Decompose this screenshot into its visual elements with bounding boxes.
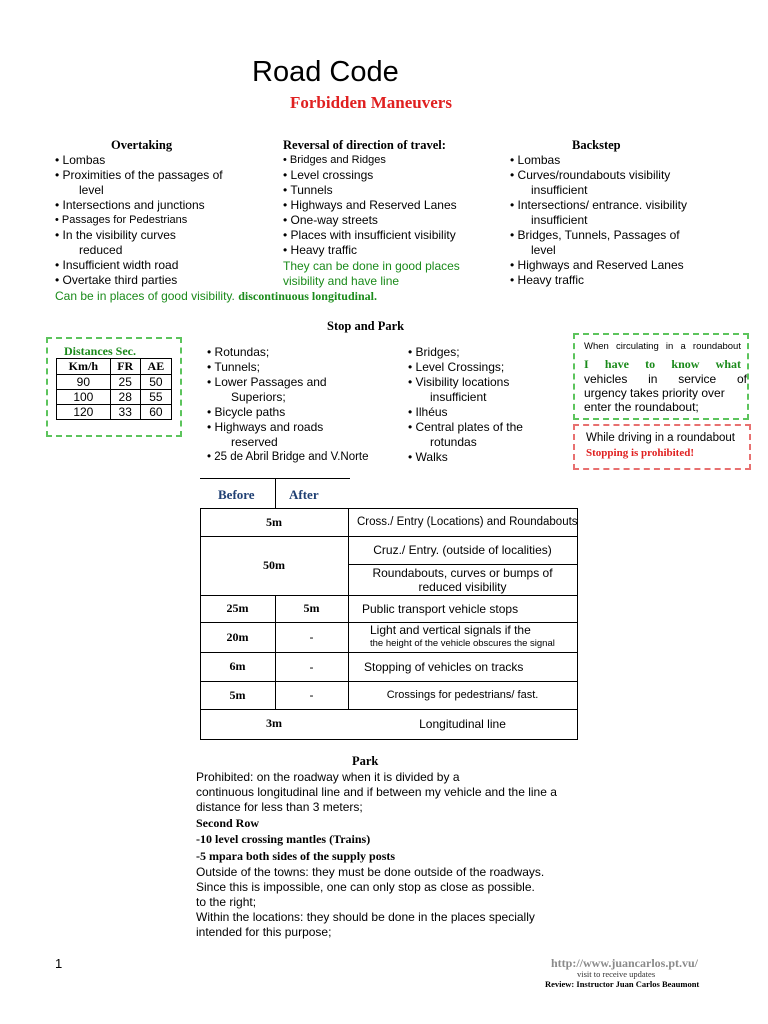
table-header-row xyxy=(57,359,172,375)
list-item: • Tunnels; xyxy=(207,360,260,374)
backstep-list xyxy=(510,153,740,288)
table-row xyxy=(57,405,172,420)
table-header: FR xyxy=(110,359,140,375)
list-item: level xyxy=(79,183,104,197)
table-cell: 3m xyxy=(266,716,282,730)
list-item: • Level Crossings; xyxy=(408,360,505,374)
table-cell: 25 xyxy=(110,375,140,390)
cell-line: Light and vertical signals if the xyxy=(370,623,531,637)
after-label: After xyxy=(289,487,319,502)
list-item: • Rotundas; xyxy=(207,345,270,359)
list-item: • Overtake third parties xyxy=(55,273,178,287)
distances-table xyxy=(56,358,172,420)
list-item: • Ilhéus xyxy=(408,405,448,419)
roundabout-line4: urgency takes priority over xyxy=(584,386,725,400)
table-cell: - xyxy=(309,630,314,644)
list-item: • Intersections/ entrance. visibility xyxy=(510,198,687,212)
list-item: • Highways and roads xyxy=(207,420,324,434)
footer-visit: visit to receive updates xyxy=(577,969,656,979)
list-item: • Heavy traffic xyxy=(510,273,585,287)
list-item: Superiors; xyxy=(231,390,286,404)
roundabout-line2: I have to know what xyxy=(584,357,741,371)
table-cell: 60 xyxy=(140,405,171,420)
park-text xyxy=(196,770,616,940)
list-item: insufficient xyxy=(430,390,487,404)
park-line: Outside of the towns: they must be done outside of the roadways. xyxy=(196,865,545,879)
table-cell: 50 xyxy=(140,375,171,390)
table-cell: 28 xyxy=(110,390,140,405)
list-item: level xyxy=(531,243,556,257)
roundabout-line5: enter the roundabout; xyxy=(584,400,699,414)
list-item: • Insufficient width road xyxy=(55,258,179,272)
park-line: Prohibited: on the roadway when it is divided by a xyxy=(196,770,460,784)
table-cell: 100 xyxy=(57,390,111,405)
list-item: • Lower Passages and xyxy=(207,375,327,389)
table-cell: - xyxy=(309,659,314,674)
list-item: • Intersections and junctions xyxy=(55,198,205,212)
list-item: • One-way streets xyxy=(283,213,378,227)
footer-url[interactable]: http://www.juancarlos.pt.vu/ xyxy=(551,956,699,970)
table-cell: Crossings for pedestrians/ fast. xyxy=(386,689,539,701)
cell-line: Roundabouts, curves or bumps of xyxy=(372,565,553,580)
before-label: Before xyxy=(218,487,255,502)
roundabout-line3: vehicles in service of xyxy=(584,372,747,386)
table-cell: 55 xyxy=(140,390,171,405)
roundabout-priority-box xyxy=(573,333,749,420)
list-item: • Bicycle paths xyxy=(207,405,286,419)
park-bold-line: -5 mpara both sides of the supply posts xyxy=(196,849,396,863)
page-title: Road Code xyxy=(252,56,399,88)
table-cell: Public transport vehicle stops xyxy=(362,601,519,616)
roundabout-stopping-box xyxy=(573,424,751,470)
table-cell: 50m xyxy=(263,558,285,572)
list-item: reserved xyxy=(231,435,278,449)
park-bold-line: Second Row xyxy=(196,816,260,830)
table-cell: Cruz./ Entry. (outside of localities) xyxy=(373,543,552,557)
driving-line2: Stopping is prohibited! xyxy=(586,447,695,459)
overtaking-note-text: Can be in places of good visibility. xyxy=(55,289,235,303)
table-cell: Cross./ Entry (Locations) and Roundabouts xyxy=(357,516,578,528)
table-cell: Longitudinal line xyxy=(419,716,506,731)
list-item: • Highways and Reserved Lanes xyxy=(283,198,457,212)
page-number: 1 xyxy=(55,956,63,971)
reversal-heading: Reversal of direction of travel: xyxy=(283,138,446,152)
park-line: Within the locations: they should be done in the places specially xyxy=(196,910,535,924)
list-item: • Highways and Reserved Lanes xyxy=(510,258,684,272)
table-cell: Stopping of vehicles on tracks xyxy=(364,659,524,674)
park-bold-line: -10 level crossing mantles (Trains) xyxy=(196,832,371,846)
backstep-heading: Backstep xyxy=(572,138,621,152)
list-item: • Passages for Pedestrians xyxy=(55,214,188,226)
table-row xyxy=(57,375,172,390)
stop-park-heading: Stop and Park xyxy=(327,319,405,333)
list-item: • Level crossings xyxy=(283,168,374,182)
table-cell: 20m xyxy=(226,629,249,644)
list-item: reduced xyxy=(79,243,123,257)
distances-title: Distances Sec. xyxy=(64,344,136,358)
list-item: • Lombas xyxy=(510,153,561,167)
distances-box xyxy=(46,337,182,437)
reversal-note xyxy=(283,259,460,289)
table-cell: - xyxy=(309,688,314,702)
overtaking-heading: Overtaking xyxy=(111,138,173,152)
table-cell xyxy=(348,622,599,652)
stop-park-left-list xyxy=(207,345,397,465)
table-header: AE xyxy=(140,359,171,375)
reversal-note-line2: visibility and have line xyxy=(283,274,400,288)
list-item: • Visibility locations xyxy=(408,375,510,389)
list-item: • Lombas xyxy=(55,153,106,167)
list-item: • Heavy traffic xyxy=(283,243,358,257)
table-cell: 6m xyxy=(229,659,246,673)
table-cell xyxy=(348,564,577,595)
list-item: • Bridges, Tunnels, Passages of xyxy=(510,228,680,242)
table-cell: 5m xyxy=(266,514,282,529)
table-cell: 5m xyxy=(229,687,246,702)
list-item: insufficient xyxy=(531,183,588,197)
park-line: distance for less than 3 meters; xyxy=(196,800,363,814)
page-subtitle: Forbidden Maneuvers xyxy=(290,93,452,112)
cell-line: reduced visibility xyxy=(418,579,507,594)
table-cell: 25m xyxy=(226,601,249,615)
table-cell: 120 xyxy=(57,405,111,420)
park-heading: Park xyxy=(352,754,379,768)
list-item: • In the visibility curves xyxy=(55,228,176,242)
park-line: to the right; xyxy=(196,895,257,909)
list-item: • Places with insufficient visibility xyxy=(283,228,456,242)
footer-review: Review: Instructor Juan Carlos Beaumont xyxy=(545,979,700,989)
reversal-list xyxy=(283,153,503,258)
cell-line: the height of the vehicle obscures the signal xyxy=(370,638,555,649)
park-line: intended for this purpose; xyxy=(196,925,332,939)
table-row xyxy=(57,390,172,405)
driving-line1: While driving in a roundabout xyxy=(586,432,735,444)
overtaking-note xyxy=(55,289,377,304)
list-item: • Curves/roundabouts visibility xyxy=(510,168,671,182)
list-item: • 25 de Abril Bridge and V.Norte xyxy=(207,451,369,463)
stop-park-right-list xyxy=(408,345,558,465)
list-item: rotundas xyxy=(430,435,477,449)
table-cell: 90 xyxy=(57,375,111,390)
list-item: • Bridges and Ridges xyxy=(283,154,386,166)
reversal-note-line1: They can be done in good places xyxy=(283,259,460,273)
table-cell: 5m xyxy=(303,601,320,615)
roundabout-line1: When circulating in a roundabout xyxy=(584,341,741,352)
list-item: • Central plates of the xyxy=(408,420,523,434)
list-item: insufficient xyxy=(531,213,588,227)
list-item: • Walks xyxy=(408,450,448,464)
table-header: Km/h xyxy=(57,359,111,375)
overtaking-list xyxy=(55,153,275,288)
list-item: • Bridges; xyxy=(408,345,460,359)
overtaking-note-bold: discontinuous longitudinal. xyxy=(238,289,377,303)
park-line: Since this is impossible, one can only stop as close as possible. xyxy=(196,880,535,894)
divider xyxy=(275,478,276,508)
list-item: • Proximities of the passages of xyxy=(55,168,223,182)
park-line: continuous longitudinal line and if between my vehicle and the line a xyxy=(196,785,557,799)
list-item: • Tunnels xyxy=(283,183,333,197)
table-cell: 33 xyxy=(110,405,140,420)
